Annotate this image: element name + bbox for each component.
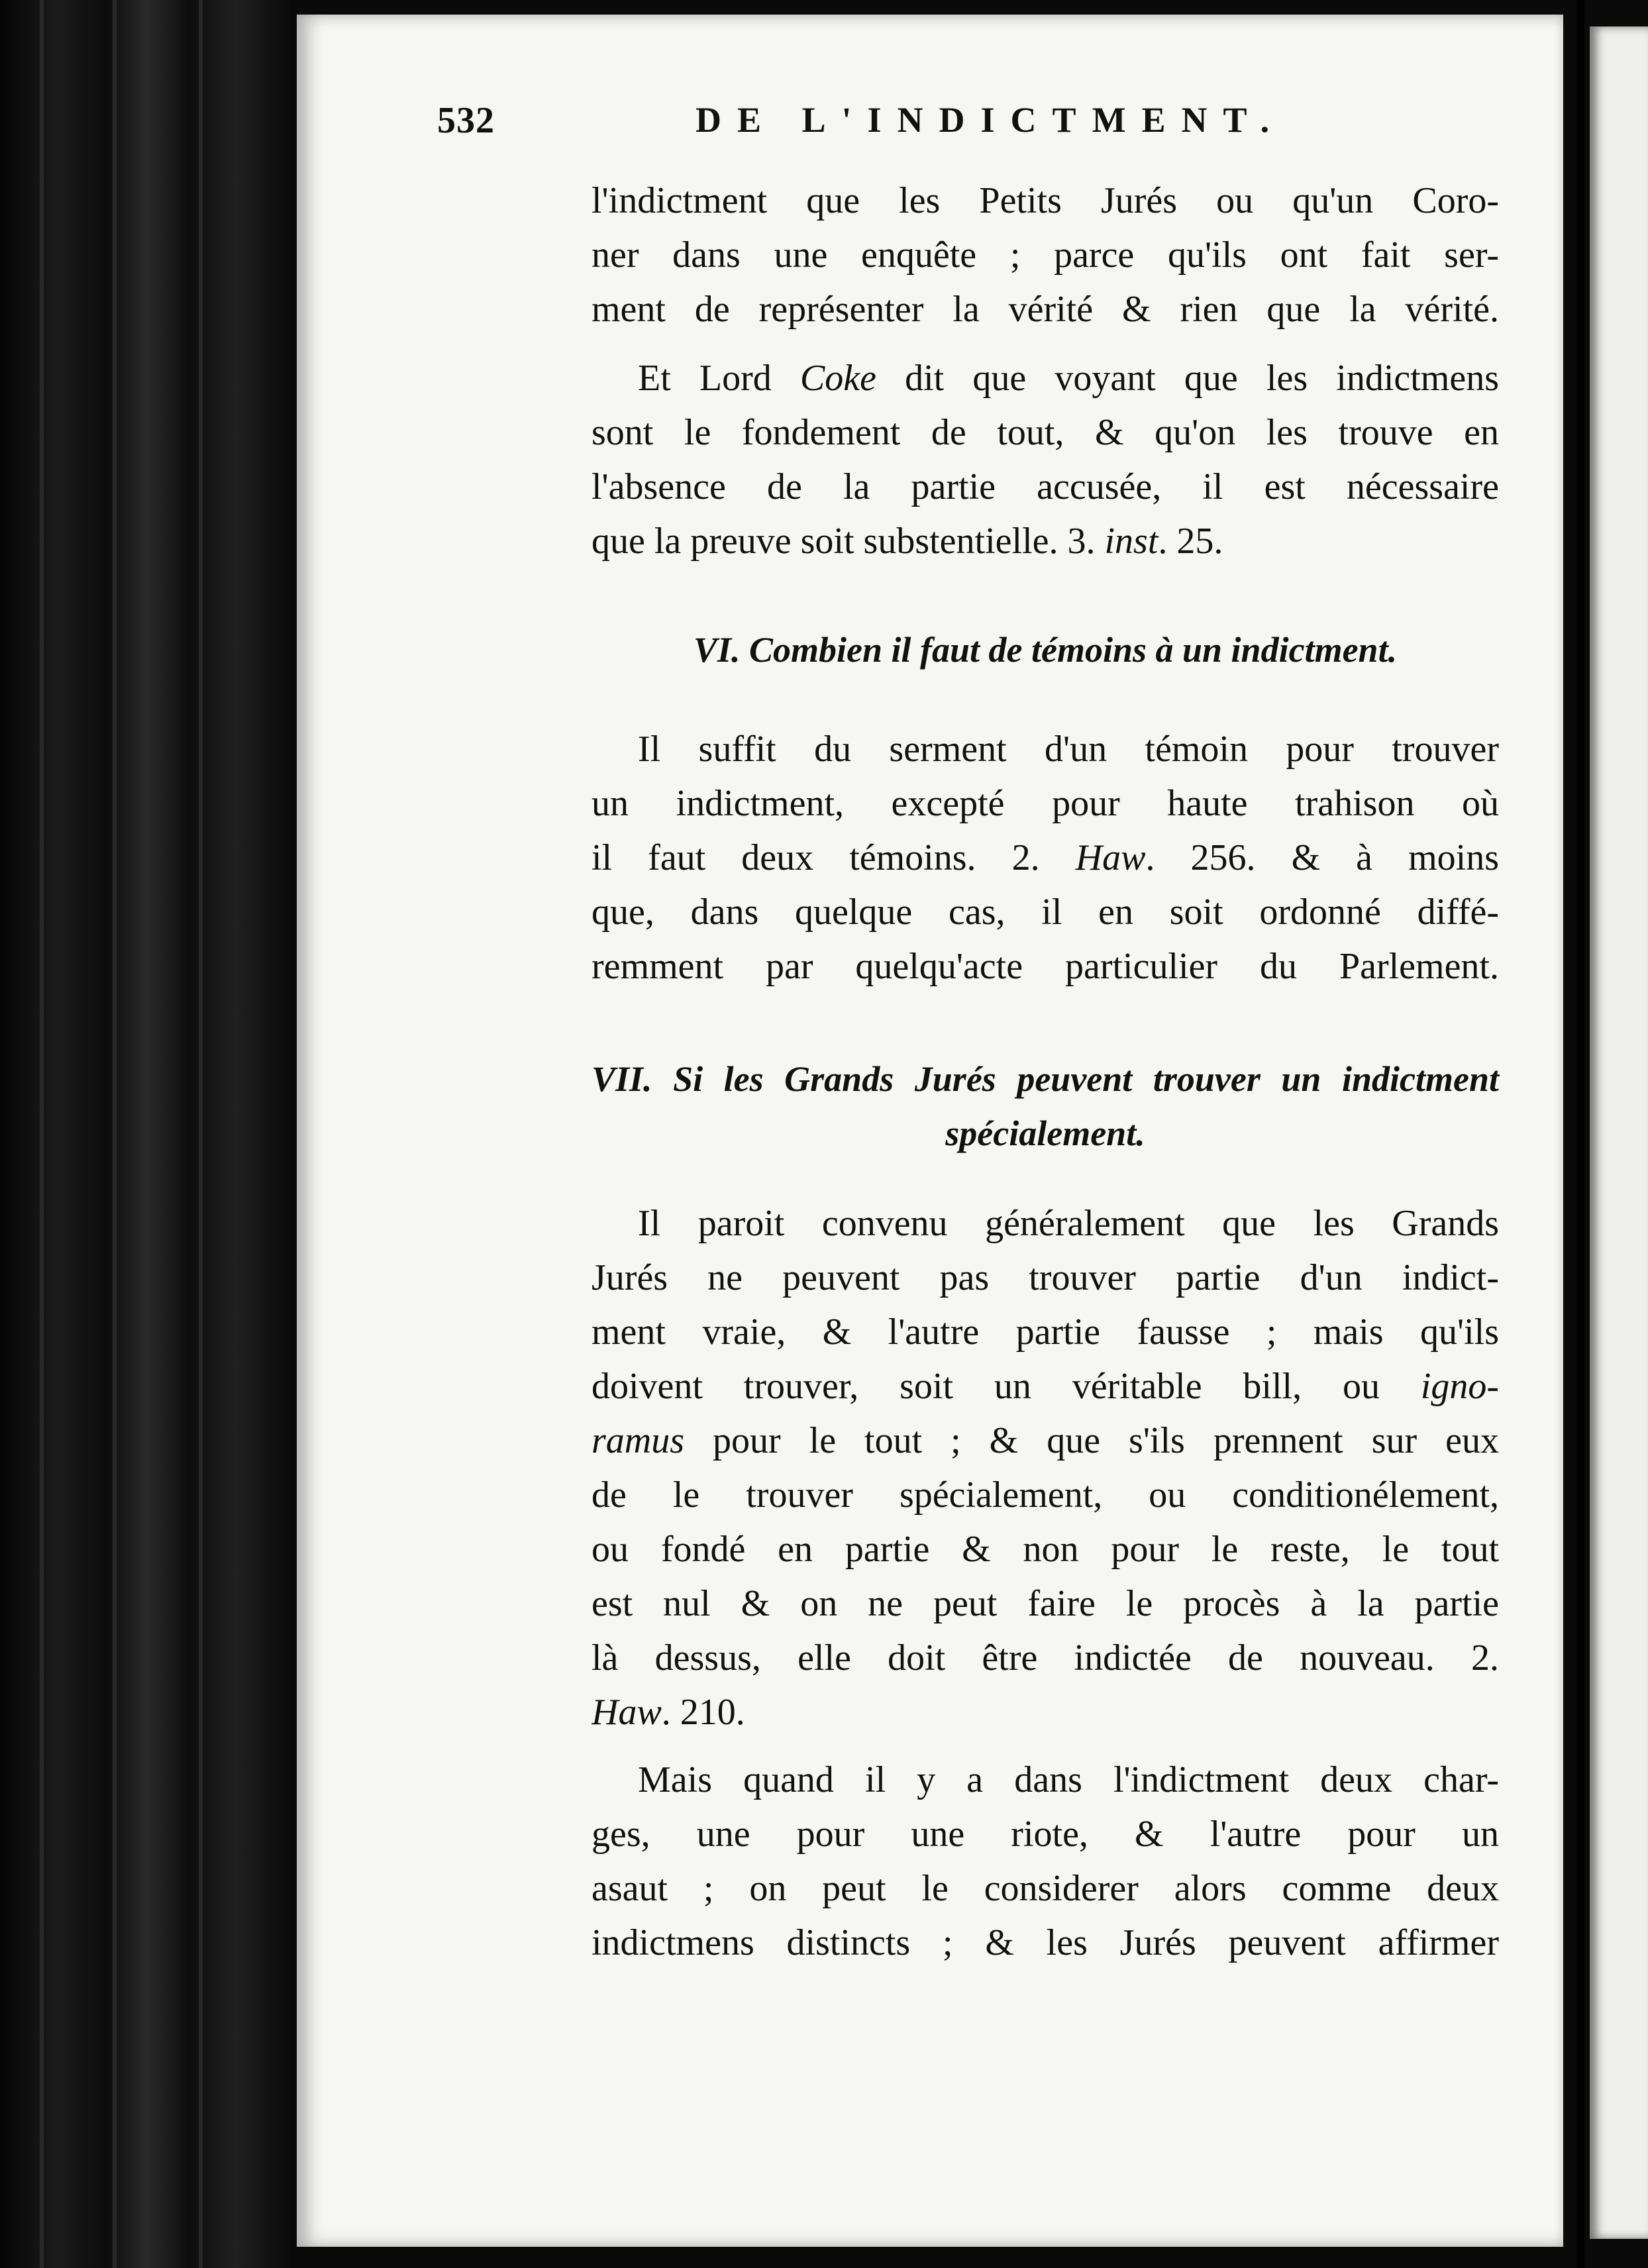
binding-streak <box>40 0 44 2268</box>
text-line: là dessus, elle doit être indictée de nouveau. 2. <box>592 1637 1499 1678</box>
text-run: pour le tout ; & que s'ils prennent sur eux <box>684 1420 1499 1461</box>
book-binding <box>0 0 295 2268</box>
text-line: l'absence de la partie accusée, il est nécessaire <box>592 466 1499 507</box>
text-line <box>592 1359 1499 1414</box>
text-line: Il suffit du serment d'un témoin pour trouver <box>638 729 1499 770</box>
text-line <box>592 1685 1499 1739</box>
text-run: . 25. <box>1158 521 1223 562</box>
text-line: ou fondé en partie & non pour le reste, le tout <box>592 1529 1499 1570</box>
text-line: Jurés ne peuvent pas trouver partie d'un indict- <box>592 1257 1499 1298</box>
binding-streak <box>199 0 203 2268</box>
paragraph-grands-jures <box>592 1196 1499 1739</box>
text-line: ges, une pour une riote, & l'autre pour un <box>592 1814 1499 1855</box>
text-run: . 256. & à moins <box>1145 837 1499 878</box>
page-number: 532 <box>437 100 495 141</box>
text-line: sont le fondement de tout, & qu'on les trouve en <box>592 412 1499 453</box>
text-run: Et Lord <box>638 358 800 399</box>
paragraph-temoins <box>592 722 1499 994</box>
paragraph-deux-charges <box>592 1753 1499 1970</box>
paragraph-coke <box>592 351 1499 568</box>
text-line: de le trouver spécialement, ou conditionélement, <box>592 1474 1499 1516</box>
text-run: doivent trouver, soit un véritable bill, ou <box>592 1366 1421 1407</box>
citation-abbrev: inst <box>1104 521 1159 562</box>
next-page-edge <box>1590 26 1648 2239</box>
text-run: il faut deux témoins. 2. <box>592 837 1076 878</box>
text-run: dit que voyant que les indictmens <box>876 358 1499 399</box>
paragraph-continuation <box>592 174 1499 336</box>
section-heading-vii: VII. Si les Grands Jurés peuvent trouver un indictment <box>592 1059 1499 1099</box>
text-line: asaut ; on peut le considerer alors comme deux <box>592 1868 1499 1909</box>
text-line: ment vraie, & l'autre partie fausse ; mais qu'ils <box>592 1312 1499 1353</box>
text-line <box>592 1414 1499 1468</box>
citation-name: Coke <box>799 358 876 399</box>
binding-streak <box>113 0 117 2268</box>
text-line: ner dans une enquête ; parce qu'ils ont fait ser- <box>592 234 1499 276</box>
text-line: remment par quelqu'acte particulier du Parlement. <box>592 946 1499 987</box>
text-line: est nul & on ne peut faire le procès à la partie <box>592 1583 1499 1624</box>
text-line <box>592 831 1499 885</box>
running-title: DE L'INDICTMENT. <box>695 100 1286 140</box>
text-line: Il paroit convenu généralement que les Grands <box>638 1203 1499 1244</box>
latin-term: ramus <box>592 1420 685 1461</box>
latin-term: igno- <box>1420 1366 1499 1407</box>
section-heading-vii-cont: spécialement. <box>945 1113 1145 1153</box>
citation-abbrev: Haw <box>592 1692 662 1733</box>
text-line <box>592 351 1499 405</box>
text-line <box>592 514 1499 568</box>
text-line: que, dans quelque cas, il en soit ordonné diffé- <box>592 892 1499 933</box>
text-line: l'indictment que les Petits Jurés ou qu'un Coro- <box>592 180 1499 221</box>
page-gutter <box>1576 0 1584 2268</box>
citation-abbrev: Haw <box>1075 837 1146 878</box>
text-line: Mais quand il y a dans l'indictment deux char- <box>638 1759 1499 1800</box>
text-run: . 210. <box>661 1692 745 1733</box>
text-line: ment de représenter la vérité & rien que la vérité. <box>592 289 1499 330</box>
section-heading-vi: VI. Combien il faut de témoins à un indictment. <box>693 630 1398 670</box>
running-head <box>437 99 1497 159</box>
text-line: un indictment, excepté pour haute trahison où <box>592 783 1499 824</box>
text-line: indictmens distincts ; & les Jurés peuvent affirmer <box>592 1922 1499 1963</box>
text-run: que la preuve soit substentielle. 3. <box>592 521 1105 562</box>
